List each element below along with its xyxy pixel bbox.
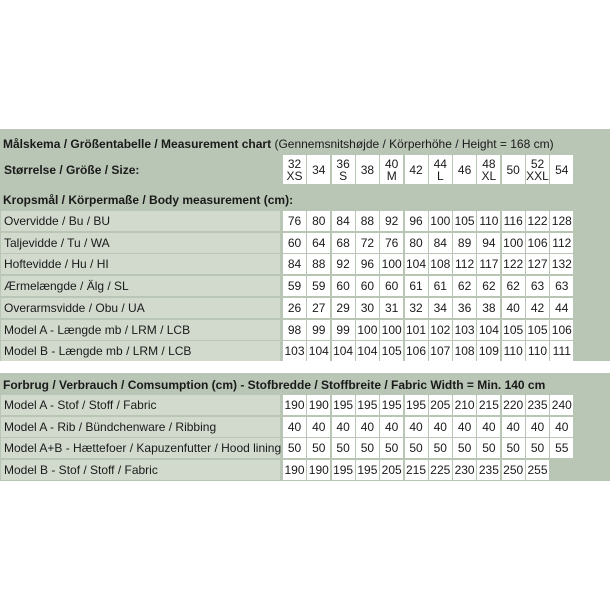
- body-value-cell: 61: [429, 276, 452, 296]
- fabric-value-cell: 40: [307, 417, 330, 437]
- body-value-cell: 40: [502, 298, 525, 318]
- size-letter: XS: [286, 168, 303, 183]
- body-value-cell: 122: [502, 254, 525, 274]
- body-value-cell: 27: [307, 298, 330, 318]
- fabric-value-cell: 40: [380, 417, 403, 437]
- body-value-cell: 72: [356, 233, 379, 253]
- body-value-cell: 36: [453, 298, 476, 318]
- fabric-row-label: Model B - Stof / Stoff / Fabric: [1, 460, 280, 480]
- chart-title-height-note: (Gennemsnitshøjde / Körperhöhe / Height = 168 cm): [274, 137, 554, 151]
- body-value-cell: 31: [380, 298, 403, 318]
- body-value-cell: 127: [526, 254, 549, 274]
- body-row-label: Model B - Længde mb / LRM / LCB: [1, 341, 280, 361]
- body-value-cell: 105: [453, 211, 476, 231]
- body-value-cell: 84: [332, 211, 355, 231]
- body-value-cell: 104: [356, 341, 379, 361]
- fabric-value-cell: 40: [526, 417, 549, 437]
- fabric-value-cell: 40: [332, 417, 355, 437]
- fabric-value-cell: 190: [283, 460, 306, 480]
- body-row-label: Taljevidde / Tu / WA: [1, 233, 280, 253]
- fabric-value-cell: 215: [405, 460, 428, 480]
- body-value-cell: 34: [429, 298, 452, 318]
- body-value-cell: 88: [307, 254, 330, 274]
- body-value-cell: 105: [526, 320, 549, 340]
- fabric-value-cell: 190: [283, 395, 306, 415]
- body-value-cell: 80: [307, 211, 330, 231]
- body-row-label: Ærmelængde / Älg / SL: [1, 276, 280, 296]
- fabric-value-cell: 50: [502, 438, 525, 458]
- body-value-cell: 30: [356, 298, 379, 318]
- body-value-cell: 62: [453, 276, 476, 296]
- fabric-value-cell: 40: [477, 417, 500, 437]
- body-value-cell: 84: [429, 233, 452, 253]
- body-value-cell: 96: [356, 254, 379, 274]
- fabric-value-cell: 50: [526, 438, 549, 458]
- body-value-cell: 98: [283, 320, 306, 340]
- fabric-consumption-heading: Forbrug / Verbrauch / Comsumption (cm) - Stofbredde / Stoffbreite / Fabric Width = Min. 140 cm: [3, 378, 546, 392]
- body-value-cell: 100: [380, 254, 403, 274]
- fabric-value-cell: 205: [429, 395, 452, 415]
- fabric-value-cell: 220: [502, 395, 525, 415]
- body-value-cell: 80: [405, 233, 428, 253]
- fabric-row-label: Model A+B - Hættefoer / Kapuzenfutter / Hood lining: [1, 438, 280, 458]
- size-cell: [429, 155, 452, 184]
- body-value-cell: 96: [405, 211, 428, 231]
- size-cell: [526, 155, 549, 184]
- fabric-value-cell: 205: [380, 460, 403, 480]
- fabric-value-cell: 50: [332, 438, 355, 458]
- body-value-cell: 122: [526, 211, 549, 231]
- fabric-value-cell: 40: [550, 417, 573, 437]
- body-value-cell: 109: [477, 341, 500, 361]
- fabric-value-cell: 50: [307, 438, 330, 458]
- size-number: 52: [530, 156, 545, 171]
- body-value-cell: 111: [550, 341, 573, 361]
- body-row-label: Model A - Længde mb / LRM / LCB: [1, 320, 280, 340]
- fabric-value-cell: 50: [453, 438, 476, 458]
- fabric-value-cell: 195: [332, 395, 355, 415]
- fabric-value-cell: 255: [526, 460, 549, 480]
- size-letter: S: [339, 168, 348, 183]
- size-letter: XL: [481, 168, 497, 183]
- body-value-cell: 110: [477, 211, 500, 231]
- body-value-cell: 38: [477, 298, 500, 318]
- body-value-cell: 108: [429, 254, 452, 274]
- fabric-value-cell: 195: [332, 460, 355, 480]
- body-value-cell: 68: [332, 233, 355, 253]
- body-value-cell: 32: [405, 298, 428, 318]
- size-letter: L: [436, 168, 444, 183]
- body-value-cell: 100: [429, 211, 452, 231]
- fabric-value-cell: 195: [356, 460, 379, 480]
- body-value-cell: 26: [283, 298, 306, 318]
- body-value-cell: 42: [526, 298, 549, 318]
- size-cell: [550, 155, 573, 184]
- fabric-value-cell: 50: [477, 438, 500, 458]
- fabric-row-label: Model A - Rib / Bündchenware / Ribbing: [1, 417, 280, 437]
- fabric-value-cell: 210: [453, 395, 476, 415]
- fabric-value-cell: 50: [283, 438, 306, 458]
- body-value-cell: 105: [380, 341, 403, 361]
- fabric-value-cell: 50: [356, 438, 379, 458]
- fabric-value-cell: 50: [405, 438, 428, 458]
- fabric-value-cell: 235: [526, 395, 549, 415]
- body-value-cell: 104: [307, 341, 330, 361]
- body-value-cell: 110: [526, 341, 549, 361]
- fabric-value-cell: 40: [405, 417, 428, 437]
- size-number: 32: [287, 156, 302, 171]
- body-value-cell: 104: [405, 254, 428, 274]
- fabric-value-cell: 195: [380, 395, 403, 415]
- fabric-value-cell: 40: [283, 417, 306, 437]
- fabric-value-cell: 40: [453, 417, 476, 437]
- body-value-cell: 100: [380, 320, 403, 340]
- body-value-cell: 44: [550, 298, 573, 318]
- size-cell: [356, 155, 379, 184]
- body-value-cell: 92: [380, 211, 403, 231]
- fabric-value-cell: 230: [453, 460, 476, 480]
- body-value-cell: 64: [307, 233, 330, 253]
- size-cell: [502, 155, 525, 184]
- size-cell: [380, 155, 403, 184]
- size-number: 48: [482, 156, 496, 171]
- body-value-cell: 106: [550, 320, 573, 340]
- fabric-value-cell: 40: [502, 417, 525, 437]
- body-value-cell: 112: [453, 254, 476, 274]
- fabric-value-cell: 215: [477, 395, 500, 415]
- body-value-cell: 62: [477, 276, 500, 296]
- size-cell: [405, 155, 428, 184]
- body-value-cell: 62: [502, 276, 525, 296]
- body-value-cell: 60: [332, 276, 355, 296]
- fabric-value-cell: 240: [550, 395, 573, 415]
- size-cell: [283, 155, 306, 184]
- chart-title-bold: Målskema / Größentabelle / Measurement chart: [3, 137, 272, 151]
- fabric-value-cell: 190: [307, 460, 330, 480]
- body-value-cell: 104: [477, 320, 500, 340]
- body-value-cell: 116: [502, 211, 525, 231]
- body-value-cell: 60: [283, 233, 306, 253]
- body-value-cell: 92: [332, 254, 355, 274]
- body-value-cell: 59: [307, 276, 330, 296]
- size-number: 54: [555, 162, 569, 177]
- body-value-cell: 84: [283, 254, 306, 274]
- size-number: 42: [409, 162, 423, 177]
- fabric-value-cell: 235: [477, 460, 500, 480]
- measurement-chart-panel: [0, 129, 610, 361]
- body-value-cell: 59: [283, 276, 306, 296]
- body-value-cell: 112: [550, 233, 573, 253]
- fabric-value-cell: 40: [356, 417, 379, 437]
- fabric-value-cell: 50: [429, 438, 452, 458]
- body-value-cell: 110: [502, 341, 525, 361]
- body-value-cell: 102: [429, 320, 452, 340]
- size-number: 36: [336, 156, 350, 171]
- body-value-cell: 61: [405, 276, 428, 296]
- fabric-value-cell: 195: [405, 395, 428, 415]
- body-value-cell: 76: [380, 233, 403, 253]
- body-row-label: Hoftevidde / Hu / HI: [1, 254, 280, 274]
- size-cell: [307, 155, 330, 184]
- body-value-cell: 128: [550, 211, 573, 231]
- body-value-cell: 103: [453, 320, 476, 340]
- size-number: 50: [506, 162, 520, 177]
- body-value-cell: 63: [526, 276, 549, 296]
- body-value-cell: 99: [307, 320, 330, 340]
- body-value-cell: 60: [380, 276, 403, 296]
- body-value-cell: 94: [477, 233, 500, 253]
- size-number: 38: [360, 162, 375, 177]
- fabric-row-label: Model A - Stof / Stoff / Fabric: [1, 395, 280, 415]
- size-number: 40: [385, 156, 399, 171]
- body-value-cell: 117: [477, 254, 500, 274]
- body-value-cell: 107: [429, 341, 452, 361]
- body-value-cell: 100: [502, 233, 525, 253]
- fabric-value-cell: 40: [429, 417, 452, 437]
- body-value-cell: 106: [526, 233, 549, 253]
- size-cell: [477, 155, 500, 184]
- size-cell: [453, 155, 476, 184]
- body-value-cell: 29: [332, 298, 355, 318]
- fabric-value-cell: 50: [380, 438, 403, 458]
- size-row-label: Størrelse / Größe / Size:: [4, 162, 140, 177]
- body-row-label: Overarmsvidde / Obu / UA: [1, 298, 280, 318]
- body-value-cell: 104: [332, 341, 355, 361]
- fabric-value-cell: 250: [502, 460, 525, 480]
- body-value-cell: 105: [502, 320, 525, 340]
- body-value-cell: 100: [356, 320, 379, 340]
- fabric-value-cell: 225: [429, 460, 452, 480]
- body-value-cell: 76: [283, 211, 306, 231]
- chart-title: [0, 137, 610, 151]
- body-value-cell: 99: [332, 320, 355, 340]
- fabric-value-cell: 190: [307, 395, 330, 415]
- size-number: 46: [457, 162, 472, 177]
- body-measurement-heading: Kropsmål / Körpermaße / Body measurement (cm):: [3, 193, 294, 207]
- size-letter: XXL: [526, 168, 549, 183]
- body-value-cell: 89: [453, 233, 476, 253]
- body-value-cell: 88: [356, 211, 379, 231]
- body-value-cell: 132: [550, 254, 573, 274]
- size-letter: M: [386, 168, 397, 183]
- body-value-cell: 63: [550, 276, 573, 296]
- body-value-cell: 103: [283, 341, 306, 361]
- size-number: 44: [433, 156, 447, 171]
- fabric-value-cell: 195: [356, 395, 379, 415]
- body-value-cell: 101: [405, 320, 428, 340]
- fabric-consumption-panel: [0, 373, 610, 481]
- size-number: 34: [312, 162, 326, 177]
- fabric-value-cell: 55: [550, 438, 573, 458]
- body-value-cell: 106: [405, 341, 428, 361]
- body-row-label: Overvidde / Bu / BU: [1, 211, 280, 231]
- body-value-cell: 60: [356, 276, 379, 296]
- body-value-cell: 108: [453, 341, 476, 361]
- size-cell: [332, 155, 355, 184]
